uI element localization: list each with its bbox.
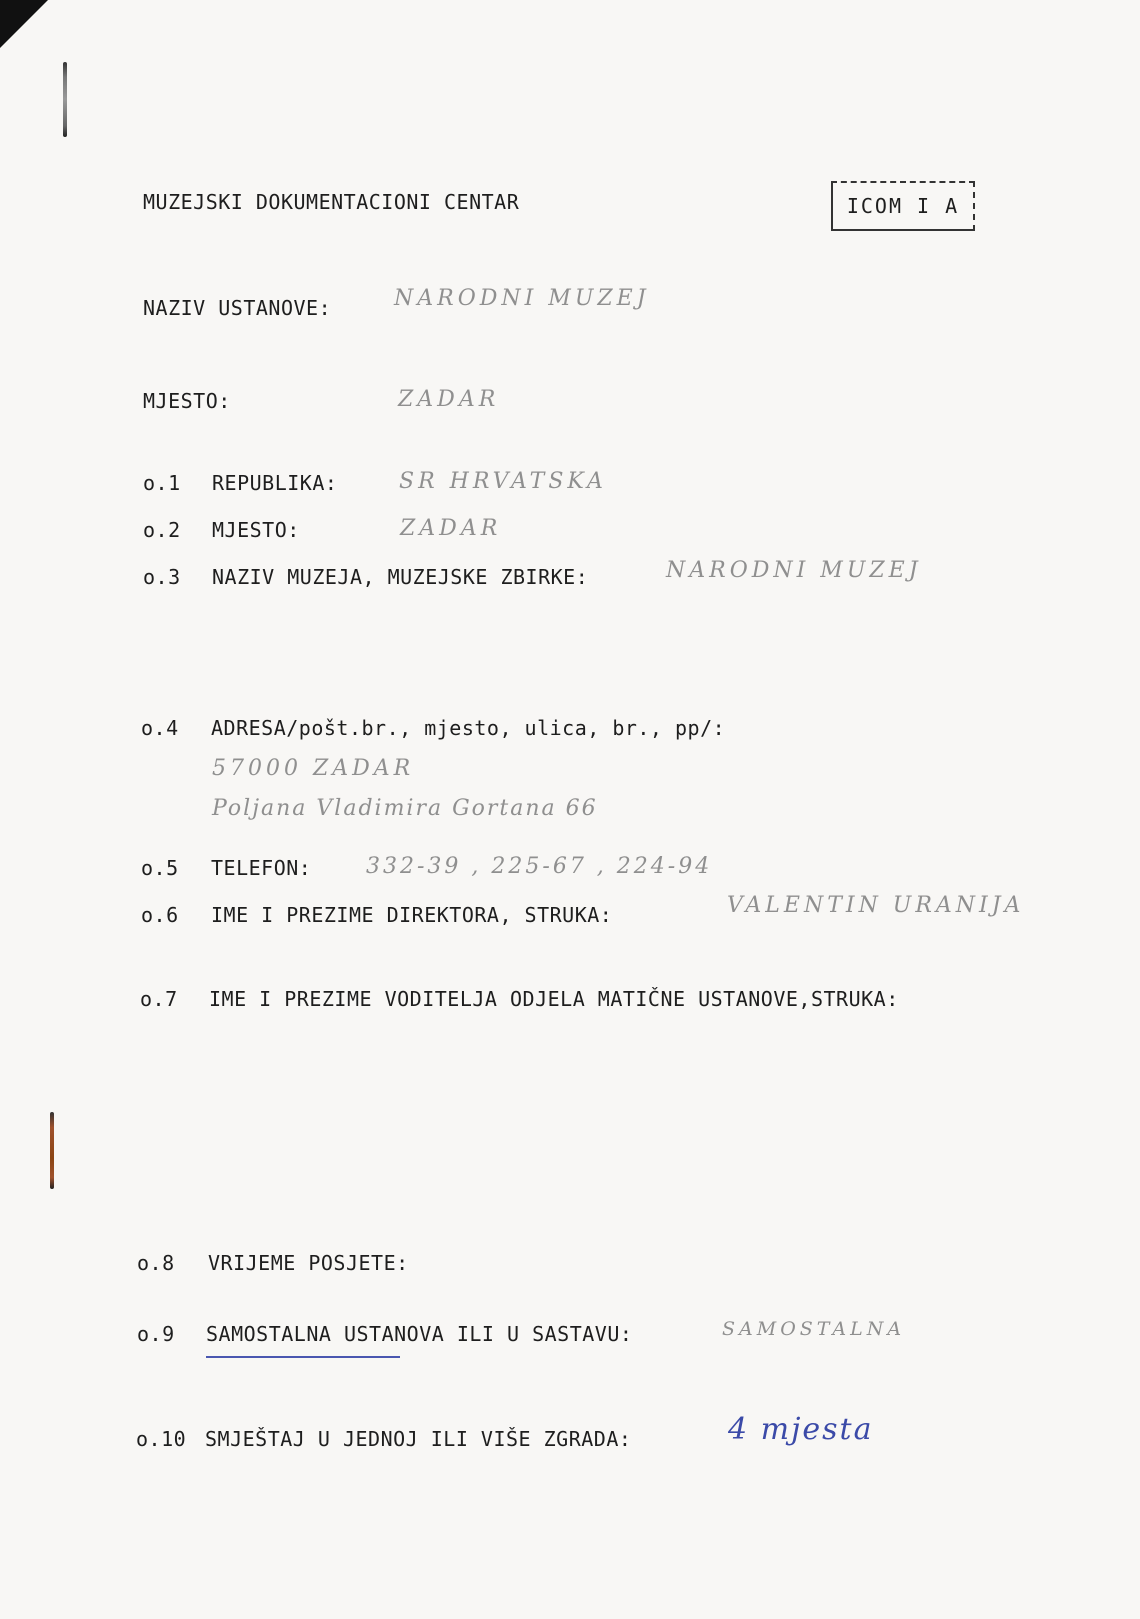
- field-05-number: o.5: [141, 856, 179, 880]
- field-09-label: SAMOSTALNA USTANOVA ILI U SASTAVU:: [206, 1322, 633, 1346]
- field-08-number: o.8: [137, 1251, 175, 1275]
- field-02-value: ZADAR: [400, 516, 502, 541]
- field-03-number: o.3: [143, 565, 181, 589]
- field-03-label: NAZIV MUZEJA, MUZEJSKE ZBIRKE:: [212, 565, 589, 589]
- field-08-label: VRIJEME POSJETE:: [208, 1251, 409, 1275]
- field-09-number: o.9: [137, 1322, 175, 1346]
- field-06-value: VALENTIN URANIJA: [727, 893, 1025, 918]
- field-04-value-line2: Poljana Vladimira Gortana 66: [212, 796, 598, 821]
- corner-fold: [0, 0, 48, 48]
- field-05-label: TELEFON:: [211, 856, 312, 880]
- field-07-label: IME I PREZIME VODITELJA ODJELA MATIČNE USTANOVE,STRUKA:: [209, 987, 899, 1011]
- mjesto-value: ZADAR: [398, 387, 500, 412]
- field-01-label: REPUBLIKA:: [212, 471, 338, 495]
- mjesto-label: MJESTO:: [143, 389, 231, 413]
- field-01-number: o.1: [143, 471, 181, 495]
- staple-top: [63, 62, 67, 137]
- field-05-value: 332-39 , 225-67 , 224-94: [366, 854, 713, 879]
- field-10-value: 4 mjesta: [728, 1412, 874, 1447]
- form-code-stamp: [831, 181, 975, 231]
- staple-bottom: [50, 1112, 54, 1189]
- field-01-value: SR HRVATSKA: [399, 469, 607, 494]
- naziv-ustanove-label: NAZIV USTANOVE:: [143, 296, 332, 320]
- field-06-label: IME I PREZIME DIREKTORA, STRUKA:: [211, 903, 613, 927]
- handwritten-underline: [206, 1356, 400, 1358]
- naziv-ustanove-value: NARODNI MUZEJ: [394, 286, 650, 311]
- field-03-value: NARODNI MUZEJ: [666, 558, 922, 583]
- field-06-number: o.6: [141, 903, 179, 927]
- field-02-number: o.2: [143, 518, 181, 542]
- field-10-label: SMJEŠTAJ U JEDNOJ ILI VIŠE ZGRADA:: [205, 1427, 632, 1451]
- field-04-value-line1: 57000 ZADAR: [212, 756, 415, 781]
- institution-title: MUZEJSKI DOKUMENTACIONI CENTAR: [143, 190, 520, 214]
- form-code: ICOM I A: [846, 194, 960, 218]
- field-07-number: o.7: [140, 987, 178, 1011]
- field-04-number: o.4: [141, 716, 179, 740]
- field-02-label: MJESTO:: [212, 518, 300, 542]
- field-09-value: SAMOSTALNA: [722, 1318, 906, 1340]
- field-04-label: ADRESA/pošt.br., mjesto, ulica, br., pp/:: [211, 716, 726, 740]
- field-10-number: o.10: [136, 1427, 187, 1451]
